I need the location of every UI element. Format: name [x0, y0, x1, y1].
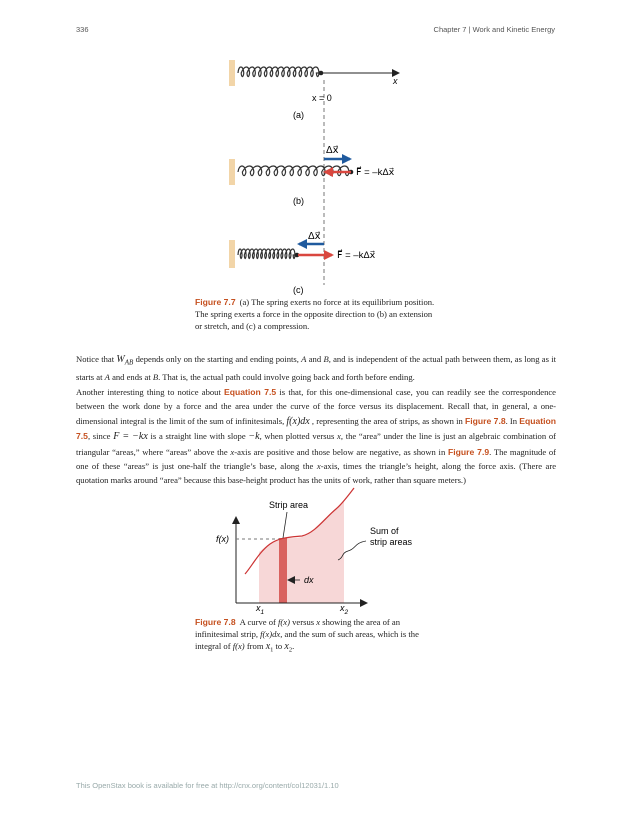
sum-label-1: Sum of — [370, 526, 399, 536]
x1-label: $x_1$ — [256, 603, 265, 616]
wall-b — [229, 159, 235, 185]
paragraph-1: Notice that $W_{AB}$ depends only on the starting and ending points, A and B, and is independent of the actual path between them, as long as it starts at A and ends at B. That is, the actual path could involve going back and forth before ending. — [76, 354, 557, 383]
dx-label: dx — [304, 575, 314, 585]
strip-area-label: Strip area — [269, 500, 309, 510]
strip-area — [279, 538, 287, 603]
figure-7-9-link[interactable]: Figure 7.9 — [447, 446, 490, 457]
page-number: 336 — [76, 25, 89, 34]
sum-label-2: strip areas — [370, 537, 413, 547]
panel-c-label: (c) — [293, 285, 304, 295]
spring-a — [238, 67, 319, 77]
caption-text: (a) The spring exerts no force at its equilibrium position. The spring exerts a force in the opposite direction to (b) an extension or stretch, and (c) a compression. — [195, 297, 435, 331]
wall-a — [229, 60, 235, 86]
force-label-b: F⃗ = –kΔx⃗ — [356, 167, 395, 178]
panel-a-label: (a) — [293, 110, 304, 120]
equation-7-5-link[interactable]: Equation 7.5 — [224, 387, 277, 397]
figure-7-8-caption: Figure 7.8 A curve of f(x) versus x showing the area of an infinitesimal strip, f(x)dx, and the sum of such areas, which is the integral of f(x) from $x_1$ to $x_2$. — [195, 617, 419, 654]
displacement-label-c: Δx⃗ — [308, 231, 321, 242]
sum-area — [259, 500, 344, 603]
y-axis-label: f(x) — [216, 534, 229, 544]
figure-7-8-link[interactable]: Figure 7.8 — [465, 415, 506, 426]
footer: This OpenStax book is available for free at http://cnx.org/content/col12031/1.10 — [76, 781, 339, 790]
x2-label: $x_2$ — [340, 603, 349, 616]
equation-7-5-link-2[interactable]: Equation 7.5 — [76, 415, 557, 442]
strip-leader — [283, 512, 287, 538]
displacement-label-b: Δx⃗ — [326, 145, 339, 156]
spring-c — [238, 249, 295, 259]
figure-7-8-graph — [216, 488, 413, 616]
origin-label: x = 0 — [312, 93, 332, 103]
force-label-c: F⃗ = –kΔx⃗ — [337, 250, 376, 261]
panel-b-label: (b) — [293, 196, 304, 206]
wall-c — [229, 240, 235, 268]
chapter-header: Chapter 7 | Work and Kinetic Energy — [433, 25, 555, 34]
paragraph-2: Another interesting thing to notice about Equation 7.5 is that, for this one-dimensional case, you can readily see the correspondence between the work done by a force and the area under the curve of the force versus its displacement. Recall that, in general, a one-dimensional integral is the limit of the sum of infinitesimals, f(x)dx , representing the area of strips, as shown in Figure 7.8. In Equation 7.5, since F = −kx is a straight line with slope −k, when plotted versus x, the “area” under the line is just an algebraic combination of triangular “areas,” where “areas” above the x-axis are positive and those below are negative, as shown in Figure 7.9. The magnitude of one of these “areas” is just one-half the triangle’s base, along the x-axis, times the triangle’s height, along the force axis. (There are quotation marks around “area” because this base-height product has the units of work, rather than square meters.) — [76, 387, 557, 486]
figure-7-7-caption — [195, 296, 435, 332]
x-axis-label: x — [393, 76, 398, 86]
caption-label: Figure 7.7 — [195, 297, 236, 307]
